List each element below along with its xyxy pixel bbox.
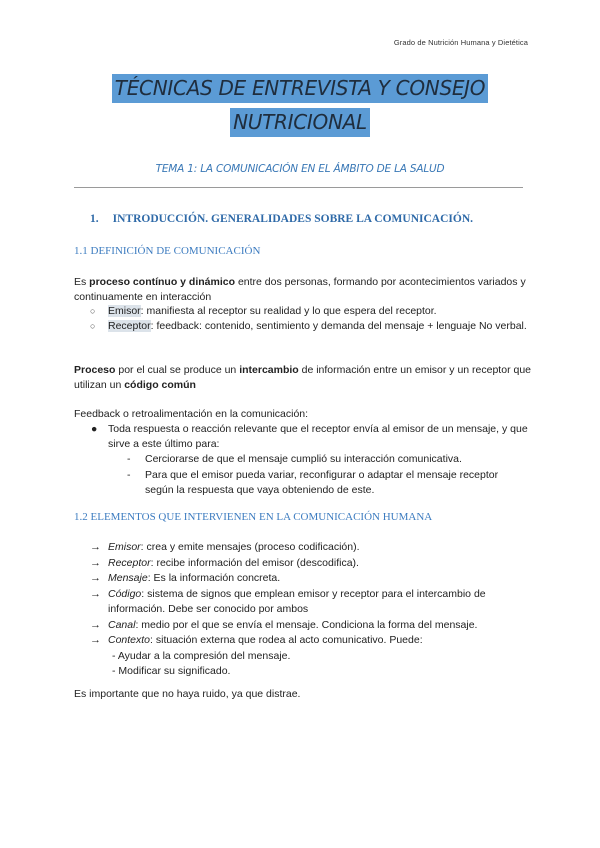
arrow-right-icon: →	[90, 587, 101, 600]
list-item-text: Toda respuesta o reacción relevante que el receptor envía al emisor de un mensaje, y que sirve a este último para:	[108, 423, 528, 450]
closing-paragraph: Es importante que no haya ruido, ya que distrae.	[74, 688, 301, 700]
list-item-text: : recibe información del emisor (descodifica).	[150, 556, 359, 569]
document-title	[0, 74, 600, 139]
bold-run: intercambio	[239, 364, 299, 376]
title-line-2: NUTRICIONAL	[230, 108, 370, 137]
italic-term: Receptor	[108, 556, 151, 569]
bullet-icon: ●	[91, 423, 98, 435]
arrow-right-icon: →	[90, 541, 101, 553]
list-item-text: : feedback: contenido, sentimiento y demanda del mensaje + lenguaje No verbal.	[150, 320, 527, 332]
italic-term: Contexto	[108, 634, 151, 646]
arrow-right-icon: →	[90, 572, 101, 584]
circle-bullet-icon: ○	[90, 321, 96, 331]
italic-term: Mensaje	[108, 572, 148, 584]
list-item-text: : Es la información concreta.	[147, 572, 281, 584]
list-item	[90, 618, 530, 634]
italic-term: Código	[108, 587, 142, 600]
list-item	[90, 540, 530, 556]
arrow-right-icon: →	[90, 618, 101, 631]
italic-term: Canal	[108, 618, 136, 631]
elements-list	[90, 540, 530, 680]
highlighted-term: Emisor	[108, 305, 141, 317]
subsection-heading-1-1: 1.1 DEFINICIÓN DE COMUNICACIÓN	[74, 245, 261, 257]
arrow-right-icon: →	[90, 634, 101, 646]
dash-bullet-icon: -	[127, 453, 131, 465]
list-item-text: Para que el emisor pueda variar, reconfigurar o adaptar el mensaje receptor según la respuesta que vaya obteniendo de este.	[145, 469, 499, 496]
list-item-text: : sistema de signos que emplean emisor y receptor para el intercambio de información. Debe ser conocido por ambos	[108, 587, 486, 615]
section-heading-1	[90, 213, 473, 225]
title-line-1: TÉCNICAS DE ENTREVISTA Y CONSEJO	[112, 74, 488, 103]
horizontal-rule	[74, 187, 523, 188]
highlighted-term: Receptor	[108, 320, 151, 332]
text-run: por el cual se produce un	[115, 364, 240, 376]
list-item	[90, 319, 530, 334]
list-item-text: : medio por el que se envía el mensaje. Condiciona la forma del mensaje.	[135, 618, 478, 631]
list-item	[127, 452, 527, 467]
list-item	[90, 556, 530, 572]
list-item	[90, 633, 530, 649]
arrow-right-icon: →	[90, 556, 101, 569]
emisor-receptor-list	[90, 304, 530, 334]
list-item	[90, 422, 530, 452]
header-note: Grado de Nutrición Humana y Dietética	[393, 38, 528, 47]
proceso-paragraph	[74, 363, 534, 393]
dash-bullet-icon: -	[127, 469, 131, 481]
circle-bullet-icon: ○	[90, 306, 96, 316]
section-number: 1.	[90, 213, 99, 225]
list-item-text: Cerciorarse de que el mensaje cumplió su interacción comunicativa.	[145, 453, 462, 465]
list-item-text: : situación externa que rodea al acto comunicativo. Puede:	[150, 634, 423, 646]
feedback-paragraph: Feedback o retroalimentación en la comunicación:	[74, 408, 309, 420]
bold-run: código común	[124, 379, 196, 391]
bold-run: proceso contínuo y dinámico	[89, 276, 236, 288]
list-item	[90, 571, 530, 587]
context-sub-item: - Ayudar a la compresión del mensaje.	[112, 649, 291, 662]
text-run: Es	[74, 276, 90, 288]
text-run: de información entre un emisor y un receptor que utilizan un	[74, 364, 531, 391]
feedback-list	[90, 422, 530, 452]
list-item	[127, 468, 527, 498]
italic-term: Emisor	[108, 541, 141, 553]
feedback-sub-list	[127, 452, 527, 499]
definition-paragraph	[74, 275, 534, 305]
list-item	[90, 587, 530, 618]
document-subtitle: TEMA 1: LA COMUNICACIÓN EN EL ÁMBITO DE LA SALUD	[155, 163, 445, 175]
context-sub-item: - Modificar su significado.	[112, 665, 231, 677]
list-item-text: : manifiesta al receptor su realidad y lo que espera del receptor.	[140, 305, 437, 317]
list-item-text: : crea y emite mensajes (proceso codificación).	[140, 541, 360, 553]
list-item	[90, 304, 530, 319]
bold-run: Proceso	[74, 364, 116, 376]
section-title: INTRODUCCIÓN. GENERALIDADES SOBRE LA COMUNICACIÓN.	[112, 213, 474, 225]
text-run: entre dos personas, formando por acontecimientos variados y continuamente en interacción	[74, 276, 526, 303]
subsection-heading-1-2: 1.2 ELEMENTOS QUE INTERVIENEN EN LA COMUNICACIÓN HUMANA	[74, 511, 433, 523]
